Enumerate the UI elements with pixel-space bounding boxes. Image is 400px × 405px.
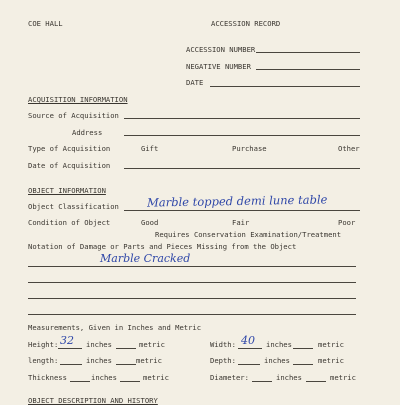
- length-inches-label: inches: [86, 356, 112, 365]
- width-metric-label: metric: [318, 340, 344, 349]
- thickness-inches-label: inches: [91, 373, 117, 382]
- thickness-metric-field[interactable]: [120, 381, 140, 382]
- negative-number-field[interactable]: [256, 69, 360, 70]
- length-metric-label: metric: [136, 356, 162, 365]
- conservation-note[interactable]: Requires Conservation Examination/Treatment: [155, 230, 342, 239]
- address-field[interactable]: [124, 135, 360, 136]
- width-inches-label: inches: [266, 340, 292, 349]
- damage-line-2[interactable]: [28, 282, 356, 283]
- type-option-other[interactable]: Other: [338, 144, 360, 153]
- height-metric-label: metric: [139, 340, 165, 349]
- height-handwriting: 32: [60, 334, 74, 347]
- bleed-through-text: [110, 30, 114, 37]
- date-label: DATE: [186, 78, 204, 87]
- address-label: Address: [72, 128, 103, 137]
- diameter-label: Diameter:: [210, 373, 249, 382]
- source-field[interactable]: [124, 118, 360, 119]
- institution-name: COE HALL: [28, 19, 63, 28]
- thickness-label: Thickness: [28, 373, 67, 382]
- source-label: Source of Acquisition: [28, 111, 119, 120]
- diameter-metric-field[interactable]: [306, 381, 326, 382]
- damage-line-1[interactable]: [28, 266, 356, 267]
- classification-handwriting: Marble topped demi lune table: [146, 192, 328, 210]
- height-inches-label: inches: [86, 340, 112, 349]
- date-field[interactable]: [210, 86, 360, 87]
- depth-label: Depth:: [210, 356, 236, 365]
- measurements-heading: Measurements, Given in Inches and Metric: [28, 323, 202, 332]
- condition-option-poor[interactable]: Poor: [338, 218, 356, 227]
- depth-inches-label: inches: [264, 356, 290, 365]
- length-label: length:: [28, 356, 59, 365]
- depth-inches-field[interactable]: [238, 364, 260, 365]
- width-handwriting: 40: [241, 334, 255, 347]
- condition-label: Condition of Object: [28, 218, 111, 227]
- thickness-inches-field[interactable]: [70, 381, 90, 382]
- diameter-inches-label: inches: [276, 373, 302, 382]
- damage-line-3[interactable]: [28, 298, 356, 299]
- depth-metric-label: metric: [318, 356, 344, 365]
- type-option-gift[interactable]: Gift: [141, 144, 159, 153]
- object-section-title: OBJECT INFORMATION: [28, 186, 106, 195]
- damage-handwriting: Marble Cracked: [100, 252, 191, 265]
- length-metric-field[interactable]: [116, 364, 136, 365]
- diameter-metric-label: metric: [330, 373, 356, 382]
- damage-label: Notation of Damage or Parts and Pieces Missing from the Object: [28, 242, 297, 251]
- accession-number-label: ACCESSION NUMBER: [186, 45, 256, 54]
- depth-metric-field[interactable]: [293, 364, 313, 365]
- height-label: Height:: [28, 340, 59, 349]
- condition-option-fair[interactable]: Fair: [232, 218, 250, 227]
- form-title: ACCESSION RECORD: [211, 19, 281, 28]
- acquisition-section-title: ACQUISITION INFORMATION: [28, 95, 128, 104]
- diameter-inches-field[interactable]: [252, 381, 272, 382]
- acquisition-date-field[interactable]: [124, 168, 360, 169]
- width-metric-field[interactable]: [293, 348, 313, 349]
- description-section-title: OBJECT DESCRIPTION AND HISTORY: [28, 396, 158, 405]
- height-metric-field[interactable]: [116, 348, 136, 349]
- accession-number-field[interactable]: [256, 52, 360, 53]
- width-label: Width:: [210, 340, 236, 349]
- height-inches-field[interactable]: [58, 348, 82, 349]
- width-inches-field[interactable]: [238, 348, 262, 349]
- type-label: Type of Acquisition: [28, 144, 111, 153]
- condition-option-good[interactable]: Good: [141, 218, 159, 227]
- classification-label: Object Classification: [28, 202, 119, 211]
- length-inches-field[interactable]: [60, 364, 82, 365]
- damage-line-4[interactable]: [28, 314, 356, 315]
- negative-number-label: NEGATIVE NUMBER: [186, 62, 251, 71]
- acquisition-date-label: Date of Acquisition: [28, 161, 111, 170]
- classification-field[interactable]: [124, 210, 360, 211]
- type-option-purchase[interactable]: Purchase: [232, 144, 267, 153]
- thickness-metric-label: metric: [143, 373, 169, 382]
